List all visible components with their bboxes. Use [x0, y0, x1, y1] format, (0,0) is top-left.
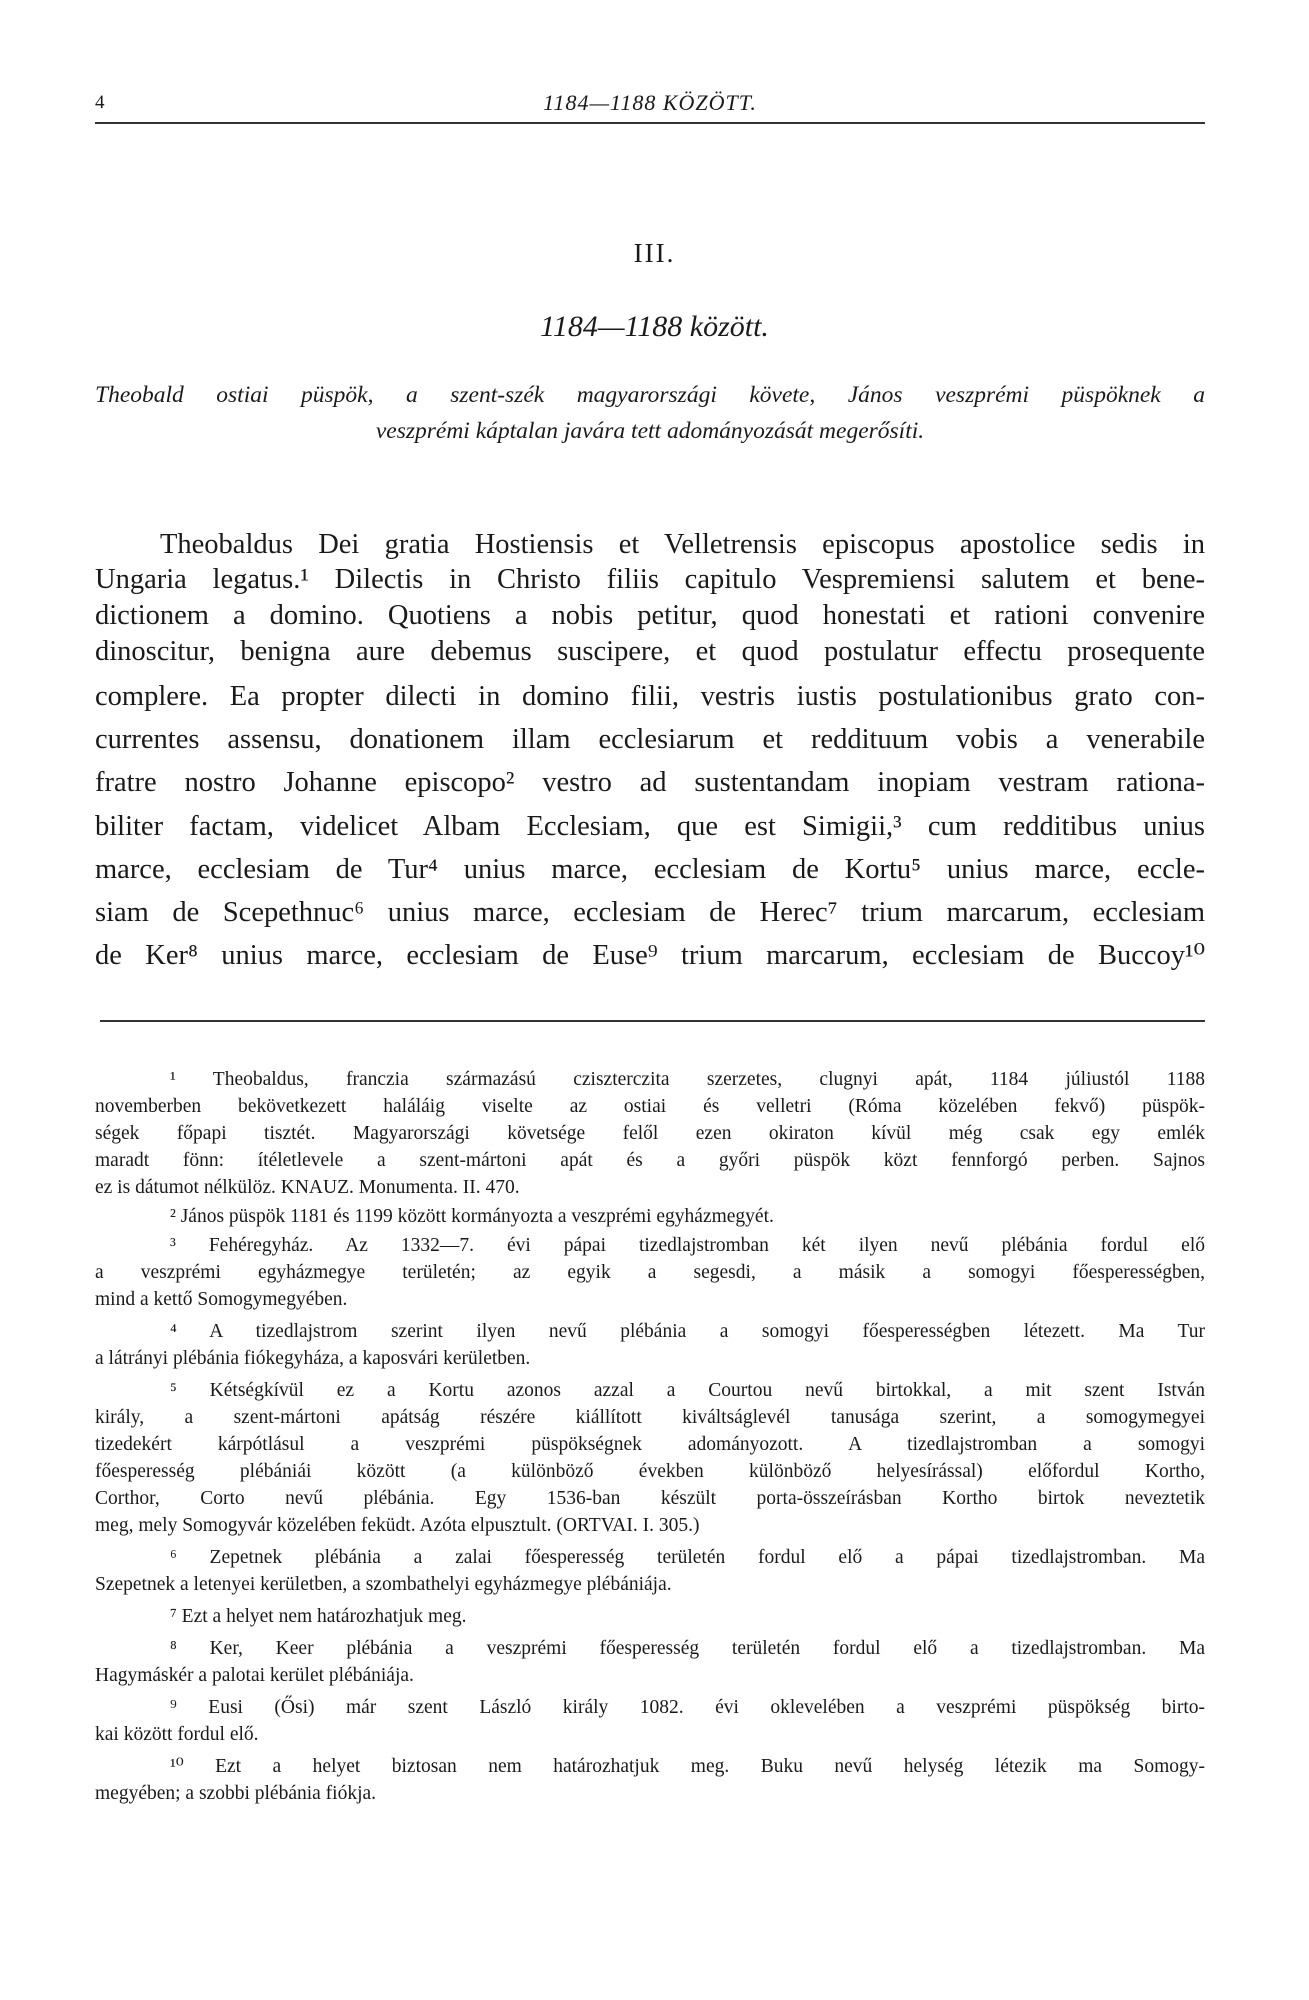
- footnote-line: Hagymáskér a palotai kerület plébániája.: [95, 1665, 414, 1686]
- footnote-line: király, a szent-mártoni apátság részére kiállított kiváltságlevél tanusága szerint, a somogymegyei: [95, 1407, 1205, 1428]
- footnote-line: meg, mely Somogyvár közelében feküdt. Azóta elpusztult. (ORTVAI. I. 305.): [95, 1515, 700, 1536]
- body-line: biliter factam, videlicet Albam Ecclesiam, que est Simigii,³ cum redditibus unius: [95, 811, 1205, 842]
- summary-line: veszprémi káptalan javára tett adományozását megerősíti.: [375, 418, 925, 444]
- body-line: currentes assensu, donationem illam ecclesiarum et reddituum vobis a venerabile: [95, 724, 1205, 755]
- footnote-line: novemberben bekövetkezett haláláig viselte az ostiai és velletri (Róma közelében fekvő) püspök-: [95, 1096, 1205, 1117]
- footnote-line: ez is dátumot nélkülöz. KNAUZ. Monumenta. II. 470.: [95, 1177, 520, 1198]
- footnote-line: ² János püspök 1181 és 1199 között kormányozta a veszprémi egyházmegyét.: [170, 1206, 774, 1227]
- body-line: Theobaldus Dei gratia Hostiensis et Velletrensis episcopus apostolice sedis in: [160, 529, 1205, 560]
- footnote-line: tizedekért kárpótlásul a veszprémi püspökségnek adományozott. A tizedlajstromban a somogyi: [95, 1434, 1205, 1455]
- footnote-line: főesperesség plébániái között (a különböző években különböző helyesírással) előfordul Kortho,: [95, 1461, 1205, 1482]
- footnote-line: ségek főpapi tisztét. Magyarországi követsége felől ezen okiraton kívül még csak egy emlék: [95, 1123, 1205, 1144]
- document-date: 1184—1188 között.: [540, 310, 769, 343]
- body-line: Ungaria legatus.¹ Dilectis in Christo filiis capitulo Vespremiensi salutem et bene-: [95, 564, 1205, 595]
- body-line: marce, ecclesiam de Tur⁴ unius marce, ecclesiam de Kortu⁵ unius marce, eccle-: [95, 854, 1205, 885]
- footnote-line: ³ Fehéregyház. Az 1332—7. évi pápai tizedlajstromban két ilyen nevű plébánia fordul elő: [170, 1235, 1205, 1256]
- summary-line: Theobald ostiai püspök, a szent-szék magyarországi követe, János veszprémi püspöknek a: [95, 382, 1205, 408]
- document-number: III.: [633, 238, 676, 268]
- running-header: [95, 88, 1205, 124]
- body-line: dinoscitur, benigna aure debemus suscipere, et quod postulatur effectu prosequente: [95, 636, 1205, 667]
- footnote-line: a veszprémi egyházmegye területén; az egyik a segesdi, a másik a somogyi főesperességben,: [95, 1262, 1205, 1283]
- footnote-line: kai között fordul elő.: [95, 1724, 259, 1745]
- footnote-line: ⁶ Zepetnek plébánia a zalai főesperesség területén fordul elő a pápai tizedlajstromban. Ma: [170, 1547, 1205, 1568]
- body-line: de Ker⁸ unius marce, ecclesiam de Euse⁹ trium marcarum, ecclesiam de Buccoy¹⁰: [95, 940, 1205, 971]
- footnote-divider: [100, 1020, 1205, 1022]
- footnote-line: ¹ Theobaldus, franczia származású cziszterczita szerzetes, clugnyi apát, 1184 júliustól 1188: [170, 1069, 1205, 1090]
- footnote-line: ⁸ Ker, Keer plébánia a veszprémi főesperesség területén fordul elő a tizedlajstromban. Ma: [170, 1638, 1205, 1659]
- body-line: complere. Ea propter dilecti in domino filii, vestris iustis postulationibus grato con-: [95, 681, 1205, 712]
- footnote-line: ⁷ Ezt a helyet nem határozhatjuk meg.: [170, 1606, 467, 1627]
- footnote-line: ¹⁰ Ezt a helyet biztosan nem határozhatjuk meg. Buku nevű helység létezik ma Somogy-: [170, 1756, 1205, 1777]
- footnote-line: ⁴ A tizedlajstrom szerint ilyen nevű plébánia a somogyi főesperességben létezett. Ma Tur: [170, 1321, 1205, 1342]
- footnote-line: megyében; a szobbi plébánia fiókja.: [95, 1783, 377, 1804]
- running-title: 1184—1188 KÖZÖTT.: [543, 90, 757, 115]
- body-line: siam de Scepethnuc⁶ unius marce, ecclesiam de Herec⁷ trium marcarum, ecclesiam: [95, 897, 1205, 928]
- footnote-line: maradt fönn: ítéletlevele a szent-mártoni apát és a győri püspök közt fennforgó perben. Sajnos: [95, 1150, 1205, 1171]
- body-line: dictionem a domino. Quotiens a nobis petitur, quod honestati et rationi convenire: [95, 600, 1205, 631]
- footnote-line: ⁵ Kétségkívül ez a Kortu azonos azzal a Courtou nevű birtokkal, a mit szent István: [170, 1380, 1205, 1401]
- body-line: fratre nostro Johanne episcopo² vestro ad sustentandam inopiam vestram rationa-: [95, 767, 1205, 798]
- page-number: 4: [95, 92, 105, 113]
- footnote-line: Szepetnek a letenyei kerületben, a szombathelyi egyházmegye plébániája.: [95, 1574, 672, 1595]
- footnote-line: a látrányi plébánia fiókegyháza, a kaposvári kerületben.: [95, 1348, 531, 1369]
- footnote-line: mind a kettő Somogymegyében.: [95, 1289, 348, 1310]
- footnote-line: ⁹ Eusi (Ősi) már szent László király 1082. évi oklevelében a veszprémi püspökség birto-: [170, 1697, 1205, 1718]
- footnote-line: Corthor, Corto nevű plébánia. Egy 1536-ban készült porta-összeírásban Kortho birtok neveztetik: [95, 1488, 1205, 1509]
